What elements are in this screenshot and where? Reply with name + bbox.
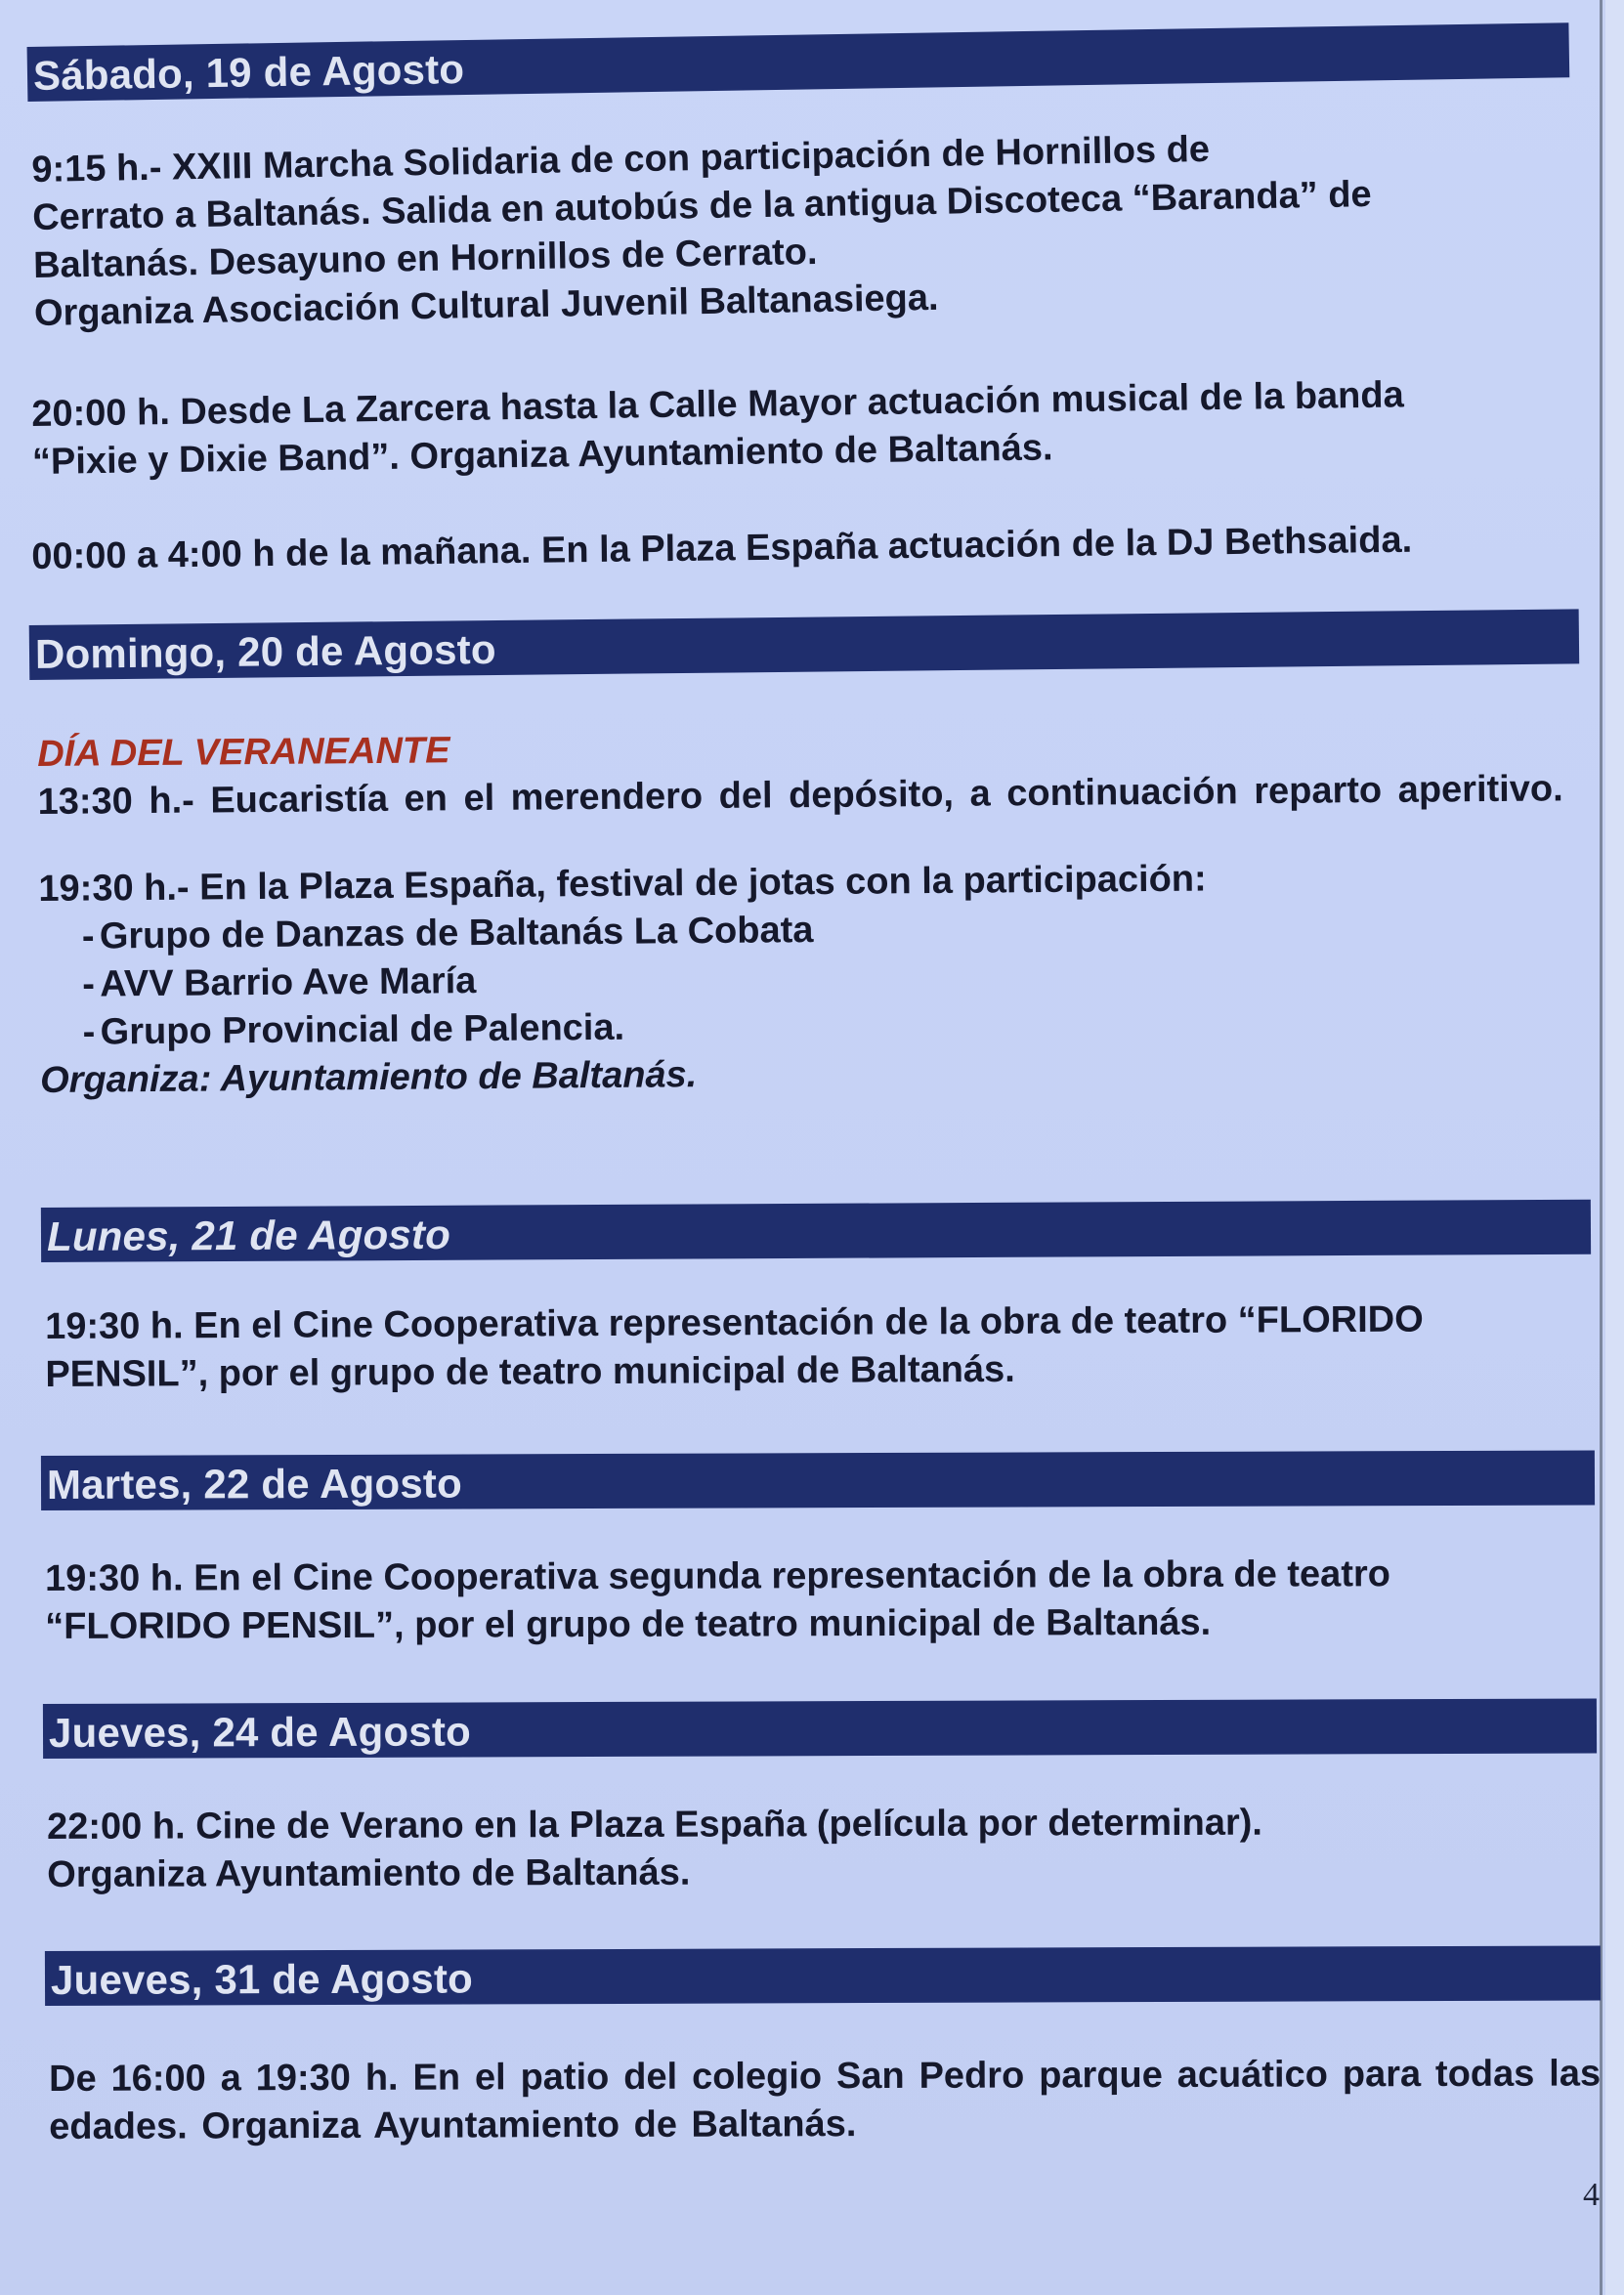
event-block-jueves-31 <box>49 2050 1601 2151</box>
day-heading: Sábado, 19 de Agosto <box>32 45 465 99</box>
event-line: 19:30 h. En el Cine Cooperativa representación de la obra de teatro “FLORIDO <box>45 1298 1424 1347</box>
day-header-sabado <box>27 22 1570 102</box>
event-line: “Pixie y Dixie Band”. Organiza Ayuntamiento de Baltanás. <box>31 427 1053 483</box>
event-block-sabado-3 <box>31 517 1412 581</box>
day-header-lunes <box>41 1200 1591 1262</box>
day-heading: Lunes, 21 de Agosto <box>46 1211 451 1259</box>
event-text: De 16:00 a 19:30 h. En el patio del colegio San Pedro parque acuático para todas las edades. Organiza Ayuntamiento de Baltanás. <box>49 2053 1602 2147</box>
event-line: 9:15 h.- XXIII Marcha Solidaria de con participación de Hornillos de <box>31 128 1211 191</box>
event-line: 00:00 a 4:00 h de la mañana. En la Plaza España actuación de la DJ Bethsaida. <box>31 519 1413 577</box>
event-line: 20:00 h. Desde La Zarcera hasta la Calle Mayor actuación musical de la banda <box>31 374 1404 435</box>
event-line: Baltanás. Desayuno en Hornillos de Cerrato. <box>32 231 818 286</box>
event-line: 22:00 h. Cine de Verano en la Plaza España (película por determinar). <box>47 1802 1263 1848</box>
day-heading: Jueves, 31 de Agosto <box>50 1955 474 2003</box>
event-line: Organiza Asociación Cultural Juvenil Baltanasiega. <box>33 276 939 334</box>
day-heading: Jueves, 24 de Agosto <box>48 1708 472 1756</box>
event-line: “FLORIDO PENSIL”, por el grupo de teatro municipal de Baltanás. <box>45 1601 1212 1647</box>
list-item: - Grupo de Danzas de Baltanás La Cobata <box>39 900 1583 961</box>
day-header-jueves-24 <box>43 1698 1597 1759</box>
event-line: Organiza Ayuntamiento de Baltanás. <box>47 1851 691 1895</box>
special-day-title: DÍA DEL VERANEANTE <box>37 730 450 775</box>
event-line: PENSIL”, por el grupo de teatro municipal de Baltanás. <box>45 1348 1015 1395</box>
participant-list <box>39 900 1584 1057</box>
day-header-martes <box>41 1450 1595 1510</box>
event-line: 19:30 h.- En la Plaza España, festival de jotas con la participación: <box>38 858 1207 910</box>
page-edge <box>1605 0 1624 2295</box>
day-heading: Domingo, 20 de Agosto <box>34 625 496 677</box>
event-block-sabado-2 <box>31 371 1405 487</box>
event-block-lunes <box>45 1296 1424 1399</box>
list-item: - AVV Barrio Ave María <box>39 948 1583 1009</box>
event-text: 13:30 h.- Eucaristía en el merendero del depósito, a continuación reparto aperitivo. <box>37 768 1563 823</box>
list-item: - Grupo Provincial de Palencia. <box>39 996 1583 1057</box>
event-line: Cerrato a Baltanás. Salida en autobús de la antigua Discoteca “Baranda” de <box>31 174 1372 238</box>
day-heading: Martes, 22 de Agosto <box>46 1460 462 1508</box>
day-header-domingo <box>29 609 1579 680</box>
page-number: 4 <box>1583 2177 1600 2213</box>
event-block-sabado-1 <box>31 123 1374 338</box>
event-block-jueves-24 <box>47 1800 1262 1899</box>
day-header-jueves-31 <box>45 1945 1601 2006</box>
event-block-domingo <box>37 717 1584 1105</box>
event-block-martes <box>45 1551 1390 1651</box>
event-line: 19:30 h. En el Cine Cooperativa segunda representación de la obra de teatro <box>45 1553 1391 1599</box>
organizer-note: Organiza: Ayuntamiento de Baltanás. <box>39 1054 698 1101</box>
